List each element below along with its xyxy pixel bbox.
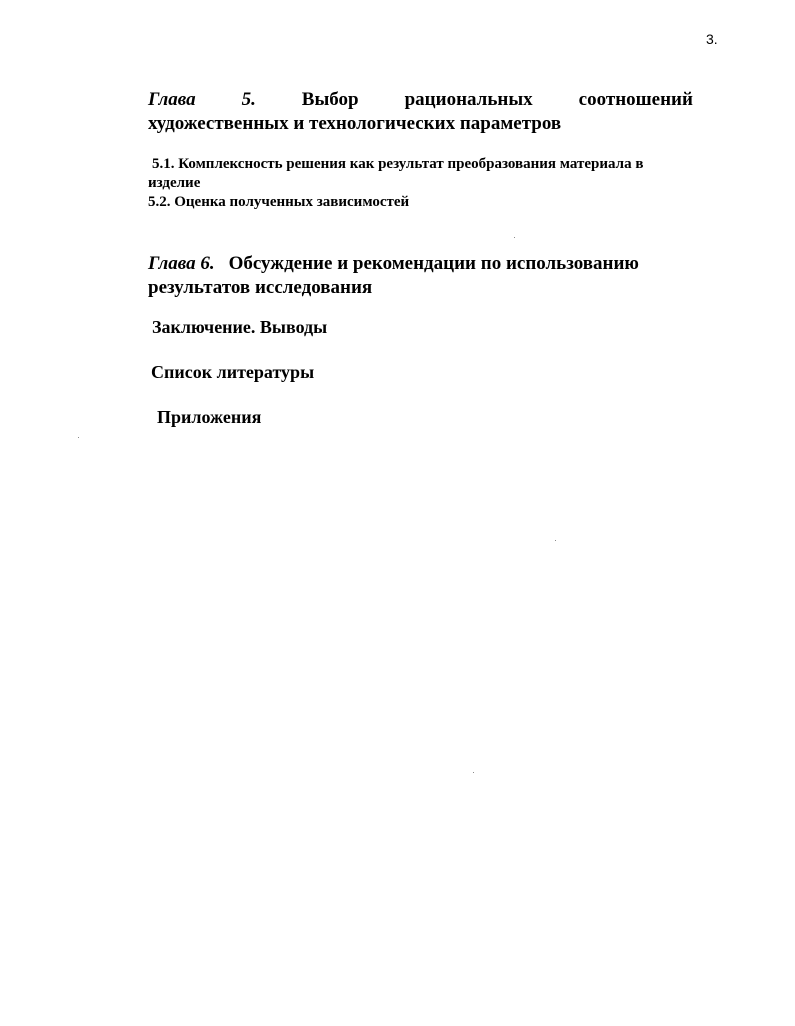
chapter-6-label: Глава 6. [148, 253, 215, 274]
appendices-heading: Приложения [157, 407, 262, 427]
chapter-5-title-word-2: рациональных [404, 89, 533, 110]
chapter-5-title-word-1: Выбор [301, 89, 359, 110]
subsection-5-2: 5.2. Оценка полученных зависимостей [148, 194, 410, 210]
chapter-5-subsections [148, 155, 698, 212]
subsection-5-1: 5.1. Комплексность решения как результат преобразования материала в изделие [148, 156, 644, 191]
scan-speck [78, 437, 79, 438]
chapter-5-label: Глава [148, 89, 196, 110]
references-heading: Список литературы [151, 362, 315, 382]
chapter-5-heading [148, 88, 693, 136]
chapter-5-number: 5. [241, 89, 256, 110]
scan-speck [555, 540, 556, 541]
scan-speck [514, 237, 515, 238]
chapter-6-title-line-2: результатов исследования [148, 277, 373, 298]
chapter-5-title-line-2: художественных и технологических параметров [148, 113, 562, 134]
scan-speck [473, 772, 474, 773]
chapter-6-title-line-1: Обсуждение и рекомендации по использованию [228, 253, 639, 274]
page-number: 3. [706, 31, 718, 47]
chapter-5-title-word-3: соотношений [578, 89, 693, 110]
conclusion-heading: Заключение. Выводы [152, 317, 328, 337]
chapter-6-heading [148, 252, 693, 300]
